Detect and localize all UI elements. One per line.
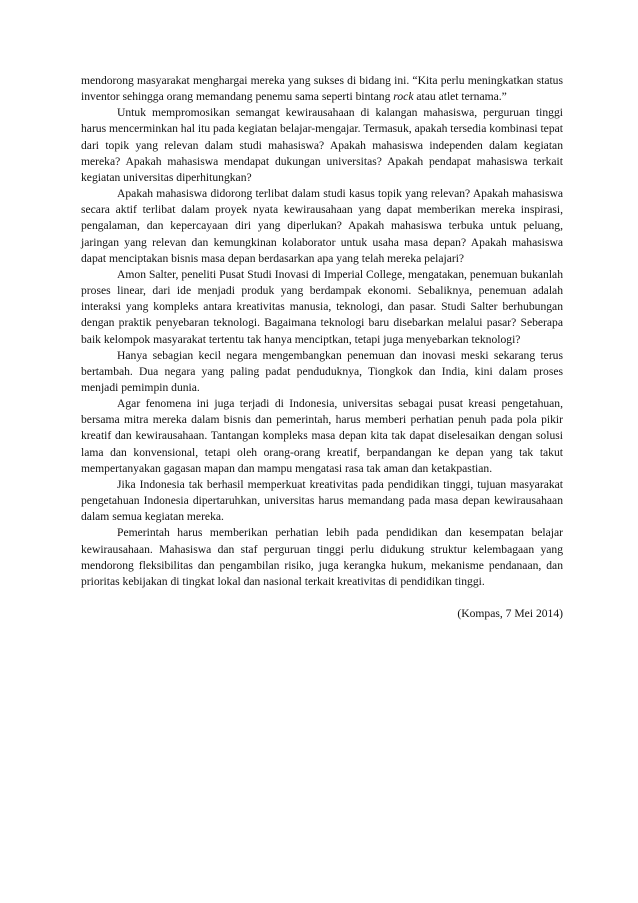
paragraph-1-text-a: mendorong masyarakat menghargai mereka yang sukses di bidang ini. “Kita perlu meningkatkan status inventor sehingga orang memandang penemu sama seperti bintang — [81, 74, 563, 104]
paragraph-1-text-b: atau atlet ternama.” — [413, 90, 507, 104]
paragraph-4: Amon Salter, peneliti Pusat Studi Inovasi di Imperial College, mengatakan, penemuan bukanlah proses linear, dari ide menjadi produk yang berdampak ekonomi. Sebaliknya, penemuan adalah interaksi yang kompleks antara kreativitas manusia, teknologi, dan pasar. Studi Salter berhubungan dengan praktik penyebaran teknologi. Bagaimana teknologi baru disebarkan melalui pasar? Seberapa baik kelompok masyarakat tertentu tak hanya menciptkan, tetapi juga menyebarkan teknologi? — [81, 267, 563, 346]
paragraph-1-italic-word: rock — [393, 90, 414, 104]
paragraph-5: Hanya sebagian kecil negara mengembangkan penemuan dan inovasi meski sekarang terus bertambah. Dua negara yang paling padat penduduknya, Tiongkok dan India, kini dalam proses menjadi pemimpin dunia. — [81, 348, 563, 394]
article-page — [81, 73, 563, 622]
paragraph-3: Apakah mahasiswa didorong terlibat dalam studi kasus topik yang relevan? Apakah mahasiswa secara aktif terlibat dalam proyek nyata kewirausahaan yang dapat memberikan mereka inspirasi, pengalaman, dan kepercayaan diri yang diperlukan? Apakah mahasiswa terbuka untuk peluang, jaringan yang relevan dan kemungkinan kolaborator untuk usaha masa depan? Apakah mahasiswa dapat menciptakan bisnis masa depan berdasarkan apa yang telah mereka pelajari? — [81, 187, 563, 265]
paragraph-8: Pemerintah harus memberikan perhatian lebih pada pendidikan dan kesempatan belajar kewirausahaan. Mahasiswa dan staf perguruan tinggi perlu didukung struktur kelembagaan yang mendorong fleksibilitas dan pengambilan risiko, juga kerangka hukum, mekanisme pendanaan, dan prioritas kebijakan di tingkat lokal dan nasional terkait kreativitas di pendidikan tinggi. — [81, 526, 563, 588]
paragraph-2: Untuk mempromosikan semangat kewirausahaan di kalangan mahasiswa, perguruan tinggi harus mencerminkan hal itu pada kegiatan belajar-mengajar. Termasuk, apakah tersedia kombinasi tepat dari topik yang relevan dalam studi mahasiswa? Apakah mahasiswa independen dalam kegiatan mereka? Apakah mahasiswa mendapat dukungan universitas? Apakah pendapat mahasiswa terkait kegiatan universitas diperhitungkan? — [81, 106, 563, 184]
source-citation: (Kompas, 7 Mei 2014) — [457, 607, 563, 620]
paragraph-7: Jika Indonesia tak berhasil memperkuat kreativitas pada pendidikan tinggi, tujuan masyarakat pengetahuan Indonesia dipertaruhkan, universitas harus memandang pada masa depan kewirausahaan dalam semua kegiatan mereka. — [81, 477, 563, 524]
paragraph-1 — [81, 73, 563, 105]
paragraph-6: Agar fenomena ini juga terjadi di Indonesia, universitas sebagai pusat kreasi pengetahuan, bersama mitra mereka dalam bisnis dan pemerintah, harus memberi perhatian penuh pada pola pikir kreatif dan kewirausahaan. Tantangan kompleks masa depan kita tak dapat diselesaikan dengan solusi lama dan konvensional, tetapi oleh orang-orang kreatif, berpandangan ke depan yang tak takut mempertanyakan gagasan mapan dan mampu mengatasi rasa tak aman dan ketakpastian. — [81, 397, 563, 475]
